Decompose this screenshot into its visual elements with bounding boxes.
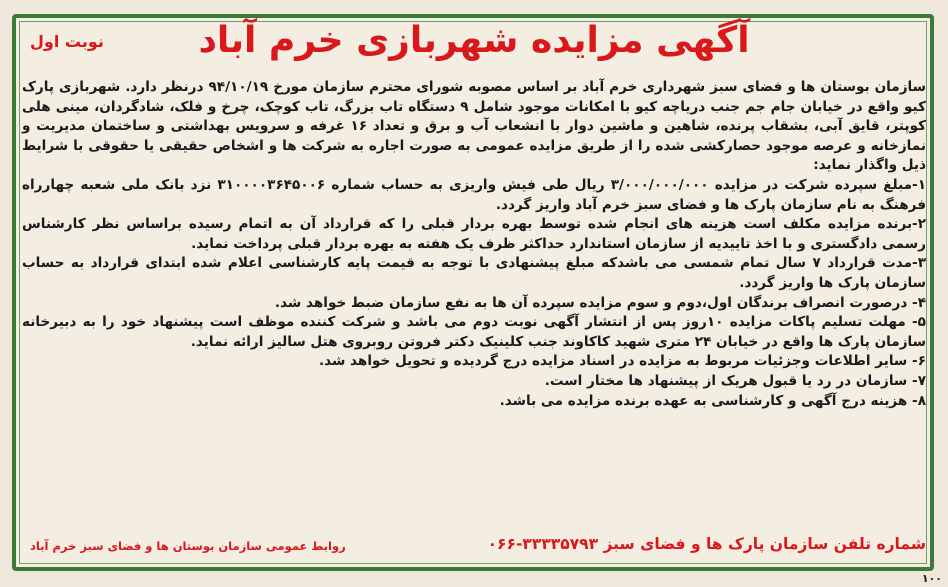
condition-3: ۳-مدت قرارداد ۷ سال تمام شمسی می باشدکه مبلغ پیشنهادی با توجه به قیمت پایه کارشناسی اعلام شده ابتدای قرارداد به حساب سازمان پارک ها واریز گردد. bbox=[22, 255, 926, 291]
edition-label: نوبت اول bbox=[30, 32, 104, 51]
condition-2: ۲-برنده مزایده مکلف است هزینه های انجام شده توسط بهره بردار قبلی را که قرارداد آن به اتمام رسیده براساس نظر کارشناس رسمی دادگستری و با اخذ تاییدیه از سازمان استاندارد حداکثر ظرف یک هفته به بهره بردار قبلی پرداخت نماید. bbox=[22, 216, 926, 252]
condition-1: ۱-مبلغ سپرده شرکت در مزایده ۳/۰۰۰/۰۰۰/۰۰۰ ریال طی فیش واریزی به حساب شماره ۳۱۰۰۰۰۳۶۴۵۰۰۶ نزد بانک ملی شعبه چهارراه فرهنگ به نام سازمان پارک ها و فضای سبز خرم آباد واریز گردد. bbox=[22, 176, 926, 213]
condition-8: ۸- هزینه درج آگهی و کارشناسی به عهده برنده مزایده می باشد. bbox=[499, 392, 926, 409]
ad-title: آگهی مزایده شهربازی خرم آباد bbox=[198, 20, 750, 61]
phone-line: شماره تلفن سازمان پارک ها و فضای سبز ۳۳۳۳۵۷۹۳-۰۶۶ bbox=[487, 535, 926, 553]
ad-footer bbox=[22, 535, 926, 559]
condition-6: ۶- سایر اطلاعات وجزئیات مربوط به مزایده در اسناد مزایده درج گردیده و تحویل خواهد شد. bbox=[318, 353, 926, 370]
intro-paragraph: سازمان بوستان ها و فضای سبز شهرداری خرم آباد بر اساس مصوبه شورای محترم سازمان مورخ ۹۴/۱۰/۱۹ درنظر دارد. شهربازی پارک کیو واقع در خیابان جام جم جنب دریاچه کیو با امکانات موجود شامل ۹ دستگاه تاب بزرگ، تاب کوچک، چرخ و فلک، شادگردان، مینی هلی کوپتر، قایق آبی، بشقاب پرنده، شاهین و ماشین دوار با انشعاب آب و برق و تعداد ۱۶ غرفه و سرویس بهداشتی و ساختمان مدیریت و نمازخانه و عرصه موجود حصارکشی شده را از طریق مزایده عمومی به صورت اجاره به شرکت ها و اشخاص حقیقی یا حقوقی با شرایط ذیل واگذار نماید: bbox=[22, 79, 927, 174]
condition-7: ۷- سازمان در رد یا قبول هریک از پیشنهاد ها مختار است. bbox=[544, 372, 926, 389]
condition-4: ۴- درصورت انصراف برندگان اول،دوم و سوم مزایده سپرده آن ها به نفع سازمان ضبط خواهد شد. bbox=[274, 294, 926, 311]
condition-5: ۵- مهلت تسلیم پاکات مزایده ۱۰روز پس از انتشار آگهی نوبت دوم می باشد و شرکت کننده موظف است پیشنهاد خود را به دبیرخانه سازمان پارک ها واقع در خیابان ۲۴ متری شهید کاکاوند جنب کلینیک دکتر فروتن روبروی هتل سالیز ارائه نماید. bbox=[22, 314, 926, 350]
ad-body bbox=[22, 78, 926, 411]
public-relations-signature: روابط عمومی سازمان بوستان ها و فضای سبز خرم آباد bbox=[30, 539, 346, 553]
page-number: ۱۰۰ bbox=[921, 572, 942, 585]
